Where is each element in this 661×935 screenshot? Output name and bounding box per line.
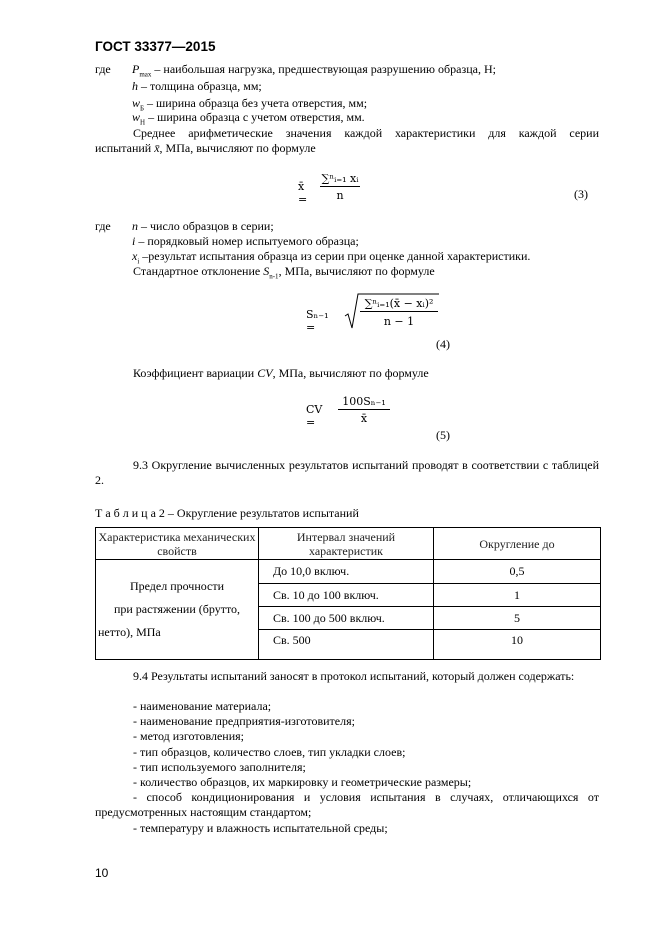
symbol: w	[132, 96, 141, 110]
symbol-subscript: max	[139, 70, 152, 79]
round-cell: 1	[434, 584, 601, 607]
table-row	[96, 560, 601, 584]
formula-denominator: n	[336, 189, 344, 202]
where-keyword: где	[95, 62, 111, 76]
symbol: w	[132, 110, 141, 124]
definition-line	[95, 62, 496, 78]
formula-lhs: x̄ =	[298, 180, 308, 206]
symbol: n	[132, 219, 138, 233]
definition-line	[95, 219, 274, 234]
definition-text: –результат испытания образца из серии при оценке данной характеристики.	[139, 249, 531, 263]
cv-paragraph	[133, 366, 429, 381]
definition-text: – порядковый номер испытуемого образца;	[135, 234, 359, 248]
symbol-subscript: n-1	[269, 272, 279, 281]
symbol: x	[132, 249, 138, 263]
list-item: - метод изготовления;	[133, 729, 244, 744]
paragraph-text: Стандартное отклонение	[133, 264, 264, 278]
column-header: Характеристика механических свойств	[96, 528, 259, 560]
paragraph-line: Среднее арифметические значения каждой характеристики для каждой серии	[133, 126, 599, 140]
definition-text: – толщина образца, мм;	[138, 79, 262, 93]
symbol: S	[263, 264, 270, 278]
list-item: - температуру и влажность испытательной среды;	[133, 820, 388, 835]
round-cell: 5	[434, 607, 601, 630]
where-keyword: где	[95, 219, 111, 233]
definition-line	[95, 234, 359, 249]
paragraph-text: , МПа, вычисляют по формуле	[278, 264, 435, 278]
interval-cell: Св. 100 до 500 включ.	[259, 607, 434, 630]
paragraph-text: , МПа, вычисляют по формуле	[159, 141, 316, 155]
paragraph-text: Коэффициент вариации	[133, 366, 258, 380]
property-cell	[96, 560, 259, 660]
symbol-subscript: i	[137, 257, 140, 266]
equation-number: (5)	[436, 428, 450, 442]
paragraph-text: испытаний	[95, 141, 155, 155]
property-line: при растяжении (брутто,	[113, 602, 241, 616]
formula-lhs: CV =	[306, 403, 323, 429]
definition-text: – ширина образца с учетом отверстия, мм.	[145, 110, 365, 124]
column-header: Округление до	[434, 528, 601, 560]
paragraph-text: , МПа, вычисляют по формуле	[272, 366, 429, 380]
symbol-subscript: Б	[140, 104, 145, 113]
definition-text: – наибольшая нагрузка, предшествующая разрушению образца, Н;	[151, 62, 496, 76]
formula-denominator: x̄	[360, 412, 368, 425]
std-paragraph	[133, 264, 435, 280]
definition-text: – число образцов в серии;	[138, 219, 274, 233]
mean-paragraph	[95, 126, 599, 156]
symbol: x̄	[154, 141, 160, 155]
page-number: 10	[95, 866, 109, 880]
list-item: - количество образцов, их маркировку и геометрические размеры;	[133, 775, 472, 790]
section-9-3: 9.3 Округление вычисленных результатов испытаний проводят в соответствии с таблицей 2.	[95, 458, 599, 487]
column-header: Интервал значений характеристик	[259, 528, 434, 560]
symbol: h	[132, 79, 138, 93]
property-line: Предел прочности	[129, 579, 225, 593]
section-9-4: 9.4 Результаты испытаний заносят в протокол испытаний, который должен содержать:	[133, 669, 575, 683]
document-header: ГОСТ 33377—2015	[95, 39, 216, 54]
formula-numerator: 100Sₙ₋₁	[338, 395, 390, 410]
symbol: i	[132, 234, 136, 248]
round-cell: 10	[434, 630, 601, 660]
formula-denominator: n − 1	[383, 315, 415, 328]
interval-cell: Св. 10 до 100 включ.	[259, 584, 434, 607]
definition-line	[95, 79, 262, 94]
formula-numerator: ∑ⁿᵢ₌₁ xᵢ	[321, 172, 359, 185]
symbol-subscript: Н	[140, 118, 146, 127]
definition-line	[95, 249, 530, 265]
definition-text: – ширина образца без учета отверстия, мм;	[144, 96, 368, 110]
list-item: - тип используемого заполнителя;	[133, 759, 306, 774]
equation-number: (4)	[436, 337, 450, 351]
table-header-row	[96, 528, 601, 560]
formula-lhs: Sₙ₋₁ =	[306, 308, 329, 334]
equation-number: (3)	[574, 187, 588, 201]
symbol: P	[132, 62, 140, 76]
list-item: - способ кондиционирования и условия испытания в случаях, отличающихся от предусмотренных настоящим стандартом;	[95, 790, 599, 820]
round-cell: 0,5	[434, 560, 601, 584]
rounding-table	[95, 527, 601, 660]
list-item: - наименование предприятия-изготовителя;	[133, 714, 355, 729]
property-line: нетто), МПа	[98, 625, 161, 639]
interval-cell: Св. 500	[259, 630, 434, 660]
formula-numerator: ∑ⁿᵢ₌₁(x̄ − xᵢ)²	[360, 297, 438, 312]
list-item: - тип образцов, количество слоев, тип укладки слоев;	[133, 744, 406, 759]
interval-cell: До 10,0 включ.	[259, 560, 434, 584]
table-caption: Т а б л и ц а 2 – Округление результатов испытаний	[95, 506, 359, 520]
symbol: CV	[257, 366, 273, 380]
list-item: - наименование материала;	[133, 699, 272, 713]
definition-line	[95, 110, 365, 126]
protocol-items-list	[95, 699, 599, 836]
